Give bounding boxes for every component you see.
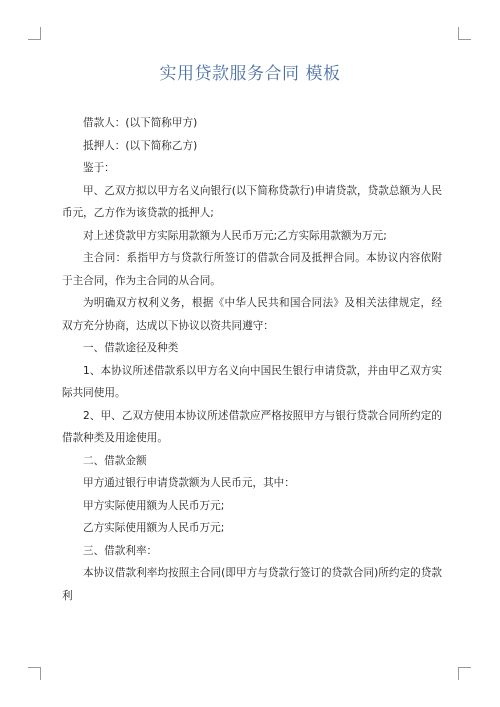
clause-1-2: 2、甲、乙双方使用本协议所述借款应严格按照甲方与银行贷款合同所约定的借款种类及用途使用。 [62, 409, 442, 444]
crop-mark-top-left [28, 27, 41, 40]
document-body [62, 112, 442, 607]
loan-amount-line: 甲方通过银行申请贷款额为人民币元，其中： [83, 477, 295, 489]
document-title: 实用贷款服务合同 模板 [159, 64, 341, 84]
main-contract-paragraph: 主合同：系指甲方与贷款行所签订的借款合同及抵押合同。本协议内容依附于主合同，作为主合同的从合同。 [62, 252, 442, 287]
interest-rate-paragraph: 本协议借款利率均按照主合同(即甲方与贷款行签订的贷款合同)所约定的贷款利 [62, 567, 442, 602]
party-a-usage-line: 甲方实际使用额为人民币万元; [83, 499, 225, 512]
actual-usage-paragraph: 对上述贷款甲方实际用款额为人民币万元;乙方实际用款额为万元; [83, 229, 387, 242]
mortgagor-line: 抵押人：(以下简称乙方) [83, 139, 198, 152]
section-1-heading: 一、借款途径及种类 [83, 342, 179, 354]
purpose-paragraph: 为明确双方权利义务，根据《中华人民共和国合同法》及相关法律规定，经双方充分协商，达成以下协议以资共同遵守： [62, 297, 442, 332]
crop-mark-top-right [458, 27, 471, 40]
section-3-heading: 三、借款利率： [83, 544, 158, 557]
party-b-usage-line: 乙方实际使用额为人民币万元; [83, 522, 225, 534]
crop-mark-bottom-right [458, 667, 471, 680]
crop-mark-bottom-left [28, 667, 41, 680]
borrower-line: 借款人：(以下简称甲方) [83, 117, 198, 129]
clause-1-1: 1、本协议所述借款系以甲方名义向中国民生银行申请贷款，并由甲乙双方实际共同使用。 [62, 364, 442, 399]
section-2-heading: 二、借款金额 [83, 454, 147, 467]
whereas-heading: 鉴于： [83, 162, 115, 174]
loan-application-paragraph: 甲、乙双方拟以甲方名义向银行(以下简称贷款行)申请贷款，贷款总额为人民币元，乙方作为该贷款的抵押人; [62, 184, 442, 219]
